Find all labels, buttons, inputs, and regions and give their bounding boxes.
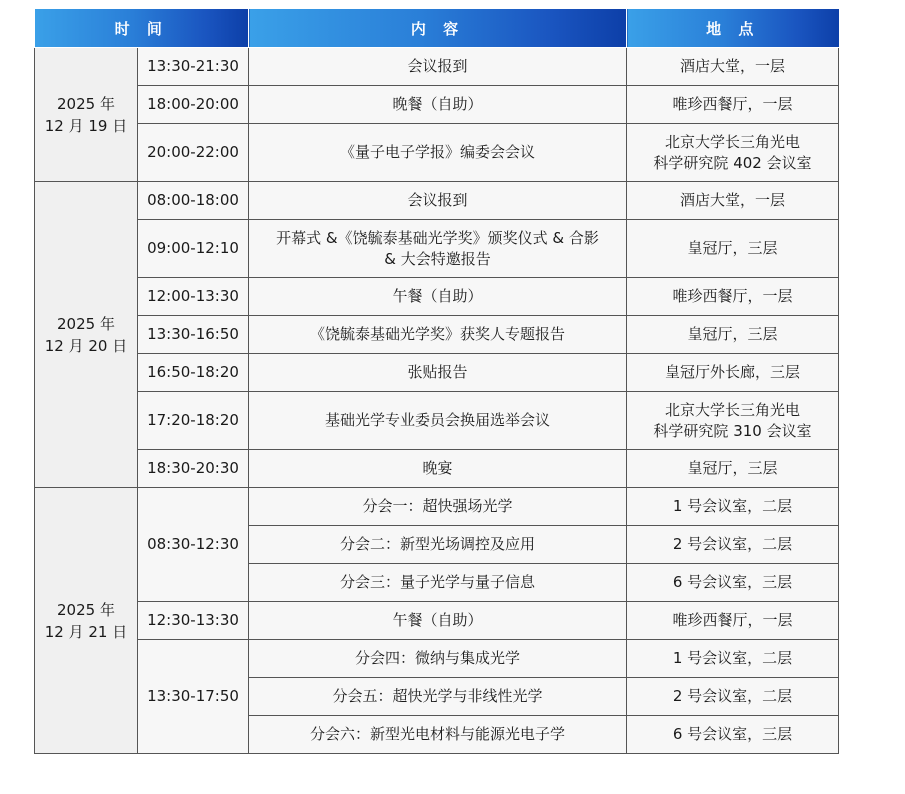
content-text: 会议报到 (407, 191, 468, 209)
table-row (35, 354, 839, 392)
time-cell: 12:30-13:30 (138, 602, 249, 640)
content-cell (249, 564, 627, 602)
table-row (35, 86, 839, 124)
date-cell-day2 (35, 182, 138, 488)
date-day: 12 月 21 日 (44, 622, 128, 641)
content-text: 分会六：新型光电材料与能源光电子学 (310, 725, 566, 743)
time-cell: 08:30-12:30 (138, 488, 249, 602)
place-text: 2 号会议室，二层 (672, 687, 793, 705)
time-cell: 08:00-18:00 (138, 182, 249, 220)
content-text: 分会二：新型光场调控及应用 (340, 535, 536, 553)
content-text: 基础光学专业委员会换届选举会议 (325, 411, 551, 429)
content-text: 分会一：超快强场光学 (362, 497, 513, 515)
place-text: 6 号会议室，三层 (672, 725, 793, 743)
place-cell (627, 278, 839, 316)
place-text: 2 号会议室，二层 (672, 535, 793, 553)
time-cell: 09:00-12:10 (138, 220, 249, 278)
content-text: 午餐（自助） (392, 287, 483, 305)
table-row (35, 602, 839, 640)
place-text: 唯珍西餐厅，一层 (672, 611, 793, 629)
table-row (35, 220, 839, 278)
content-text: 会议报到 (407, 57, 468, 75)
place-cell (627, 48, 839, 86)
content-cell (249, 526, 627, 564)
place-cell (627, 392, 839, 450)
content-text: 分会五：超快光学与非线性光学 (332, 687, 543, 705)
place-text: 1 号会议室，二层 (672, 649, 793, 667)
place-text: 6 号会议室，三层 (672, 573, 793, 591)
content-text: 开幕式 &《饶毓泰基础光学奖》颁奖仪式 & 合影 (276, 228, 599, 247)
header-content: 内 容 (249, 9, 627, 48)
content-text: 分会四：微纳与集成光学 (355, 649, 521, 667)
table-row (35, 316, 839, 354)
time-cell: 13:30-16:50 (138, 316, 249, 354)
content-cell (249, 354, 627, 392)
place-text: 1 号会议室，二层 (672, 497, 793, 515)
table-row (35, 488, 839, 526)
time-cell: 18:00-20:00 (138, 86, 249, 124)
table-row (35, 392, 839, 450)
place-cell (627, 220, 839, 278)
content-cell (249, 124, 627, 182)
place-text: 酒店大堂，一层 (680, 57, 786, 75)
content-text: 分会三：量子光学与量子信息 (340, 573, 536, 591)
date-cell-day1 (35, 48, 138, 182)
place-text: 皇冠厅，三层 (687, 325, 778, 343)
place-text: 科学研究院 402 会议室 (653, 153, 812, 172)
header-time: 时 间 (35, 9, 249, 48)
content-text: 午餐（自助） (392, 611, 483, 629)
table-header (35, 9, 839, 48)
table-row (35, 124, 839, 182)
place-cell (627, 602, 839, 640)
place-cell (627, 488, 839, 526)
content-cell (249, 220, 627, 278)
schedule-table (34, 9, 839, 754)
content-cell (249, 640, 627, 678)
content-cell (249, 488, 627, 526)
content-text: 《饶毓泰基础光学奖》获奖人专题报告 (310, 325, 566, 343)
content-cell (249, 602, 627, 640)
table-row (35, 48, 839, 86)
content-cell (249, 86, 627, 124)
time-cell: 12:00-13:30 (138, 278, 249, 316)
date-year: 2025 年 (57, 94, 115, 113)
table-row (35, 182, 839, 220)
content-cell (249, 278, 627, 316)
content-text: 晚宴 (422, 459, 453, 477)
place-cell (627, 86, 839, 124)
place-cell (627, 564, 839, 602)
time-cell: 20:00-22:00 (138, 124, 249, 182)
place-text: 北京大学长三角光电 (665, 400, 801, 419)
content-cell (249, 182, 627, 220)
place-text: 皇冠厅，三层 (687, 459, 778, 477)
content-cell (249, 678, 627, 716)
date-year: 2025 年 (57, 600, 115, 619)
place-cell (627, 450, 839, 488)
content-text: 张贴报告 (407, 363, 468, 381)
time-cell: 17:20-18:20 (138, 392, 249, 450)
place-text: 科学研究院 310 会议室 (653, 421, 812, 440)
date-cell-day3 (35, 488, 138, 754)
content-text: & 大会特邀报告 (384, 249, 491, 268)
place-cell (627, 678, 839, 716)
table-row (35, 278, 839, 316)
time-cell: 13:30-17:50 (138, 640, 249, 754)
table-row (35, 640, 839, 678)
content-cell (249, 316, 627, 354)
place-cell (627, 526, 839, 564)
date-day: 12 月 20 日 (44, 336, 128, 355)
time-cell: 16:50-18:20 (138, 354, 249, 392)
place-cell (627, 640, 839, 678)
place-text: 酒店大堂，一层 (680, 191, 786, 209)
place-text: 皇冠厅，三层 (687, 239, 778, 257)
content-cell (249, 392, 627, 450)
place-text: 北京大学长三角光电 (665, 132, 801, 151)
place-cell (627, 182, 839, 220)
date-year: 2025 年 (57, 314, 115, 333)
time-cell: 18:30-20:30 (138, 450, 249, 488)
place-cell (627, 716, 839, 754)
place-cell (627, 354, 839, 392)
content-cell (249, 716, 627, 754)
content-cell (249, 48, 627, 86)
table-row (35, 450, 839, 488)
place-text: 唯珍西餐厅，一层 (672, 287, 793, 305)
place-text: 皇冠厅外长廊，三层 (665, 363, 801, 381)
content-text: 晚餐（自助） (392, 95, 483, 113)
place-cell (627, 316, 839, 354)
time-cell: 13:30-21:30 (138, 48, 249, 86)
content-text: 《量子电子学报》编委会会议 (340, 143, 536, 161)
header-place: 地 点 (627, 9, 839, 48)
date-day: 12 月 19 日 (44, 116, 128, 135)
place-text: 唯珍西餐厅，一层 (672, 95, 793, 113)
content-cell (249, 450, 627, 488)
place-cell (627, 124, 839, 182)
